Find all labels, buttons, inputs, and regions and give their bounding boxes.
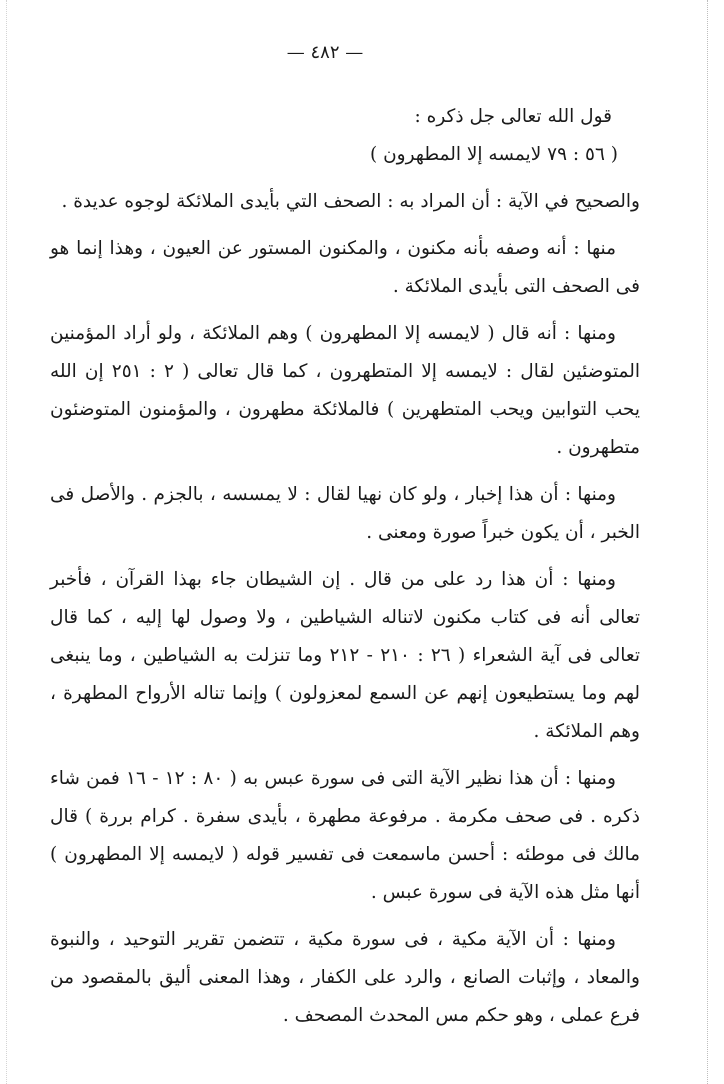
- page-edge-left: [6, 0, 8, 1084]
- page-number: — ٤٨٢ —: [286, 42, 364, 63]
- verse-intro: قول الله تعالى جل ذكره :: [414, 106, 612, 127]
- quoted-verse: ( ٥٦ : ٧٩ لايمسه إلا المطهرون ): [369, 144, 618, 165]
- page-edge-right: [706, 0, 708, 1084]
- paragraph-reason-2: ومنها : أنه قال ( لايمسه إلا المطهرون ) وهم الملائكة ، ولو أراد المؤمنين المتوضئين لقال : لايمسه إلا المتطهرون ، كما قال تعالى ( ٢ : ٢٥١ إن الله يحب التوابين ويحب المتطهرين ) فالملائكة مطهرون ، والمؤمنون المتوضئون متطهرون .: [50, 323, 641, 458]
- paragraph-reason-5: ومنها : أن هذا نظير الآية التى فى سورة عبس به ( ٨٠ : ١٢ - ١٦ فمن شاء ذكره . فى صحف مكرمة . مرفوعة مطهرة ، بأيدى سفرة . كرام بررة ) قال مالك فى موطئه : أحسن ماسمعت فى تفسير قوله ( لايمسه إلا المطهرون ) أنها مثل هذه الآية فى سورة عبس .: [50, 768, 640, 903]
- paragraph-main-opinion: والصحيح في الآية : أن المراد به : الصحف التي بأيدى الملائكة لوجوه عديدة .: [61, 191, 640, 212]
- paragraph-reason-6: ومنها : أن الآية مكية ، فى سورة مكية ، تتضمن تقرير التوحيد ، والنبوة والمعاد ، وإثبات الصانع ، والرد على الكفار ، وهذا المعنى أليق بالمقصود من فرع عملى ، وهو حكم مس المحدث المصحف .: [50, 929, 640, 1026]
- paragraph-reason-1: منها : أنه وصفه بأنه مكنون ، والمكنون المستور عن العيون ، وهذا إنما هو فى الصحف التى بأيدى الملائكة .: [50, 238, 640, 297]
- paragraph-reason-4: ومنها : أن هذا رد على من قال . إن الشيطان جاء بهذا القرآن ، فأخبر تعالى أنه فى كتاب مكنون لاتناله الشياطين ، ولا وصول لها إليه ، كما قال تعالى فى آية الشعراء ( ٢٦ : ٢١٠ - ٢١٢ وما تنزلت به الشياطين ، وما ينبغى لهم وما يستطيعون إنهم عن السمع لمعزولون ) وإنما تناله الأرواح المطهرة ، وهم الملائكة .: [50, 569, 641, 742]
- page-body: [50, 98, 640, 1044]
- paragraph-reason-3: ومنها : أن هذا إخبار ، ولو كان نهيا لقال : لا يمسسه ، بالجزم . والأصل فى الخبر ، أن يكون خبراً صورة ومعنى .: [50, 484, 640, 543]
